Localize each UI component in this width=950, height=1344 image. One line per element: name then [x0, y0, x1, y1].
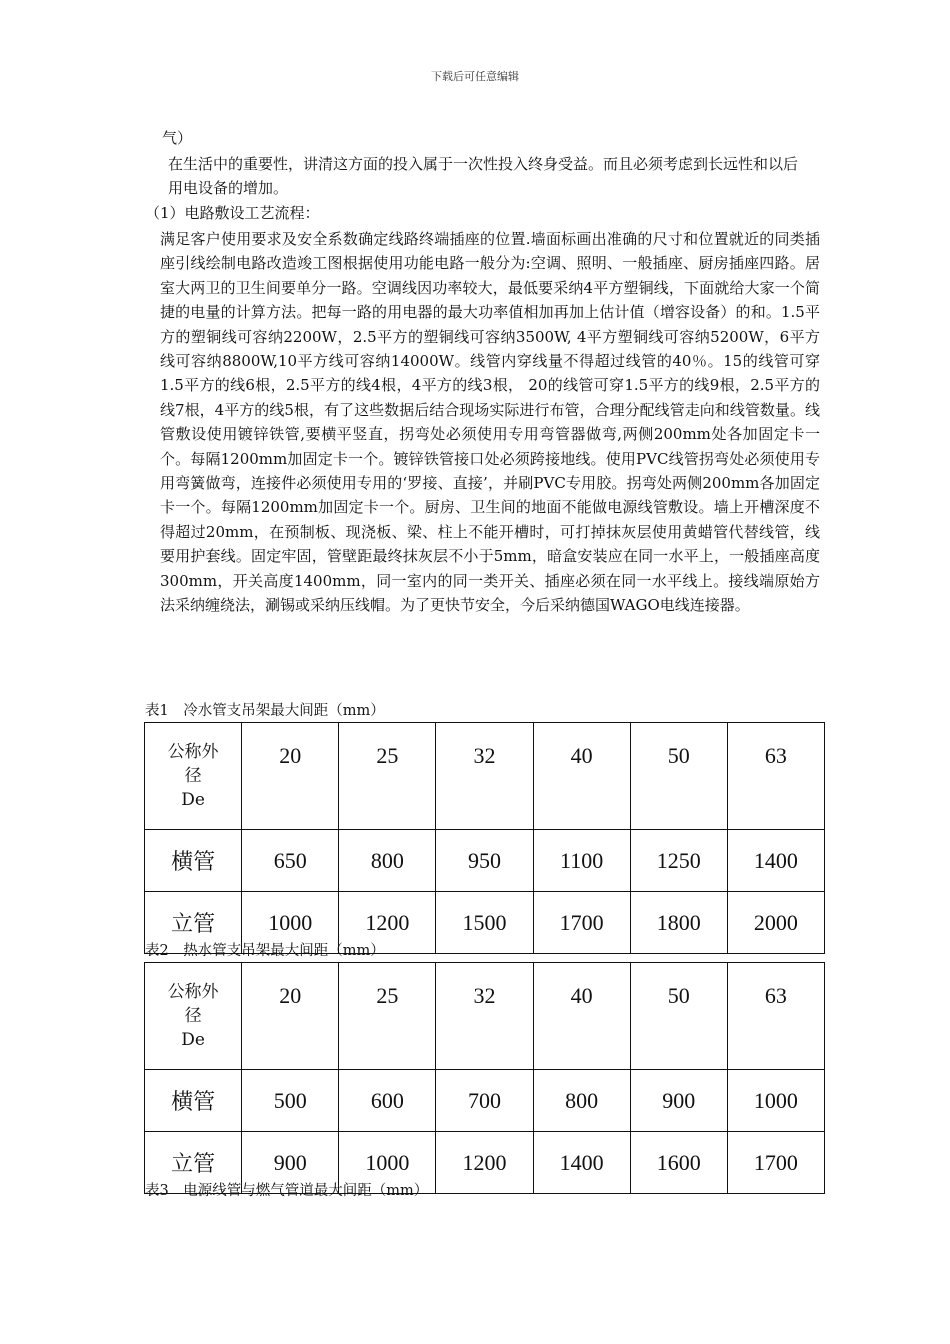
table-cell: 1200	[339, 892, 436, 954]
table-cell: 1400	[533, 1132, 630, 1194]
text-fragment: 气）	[162, 129, 193, 147]
table-cell: 900	[630, 1070, 727, 1132]
diameter-cell: 25	[339, 963, 436, 1070]
table-cell: 1000	[242, 892, 339, 954]
row-label-horizontal: 横管	[145, 830, 242, 892]
diameter-cell: 63	[727, 963, 824, 1070]
page-header: 下载后可任意编辑	[431, 70, 519, 83]
diameter-cell: 32	[436, 723, 533, 830]
diameter-cell: 20	[242, 723, 339, 830]
table-cell: 1700	[533, 892, 630, 954]
diameter-cell: 63	[727, 723, 824, 830]
table1-caption: 表1 冷水管支吊架最大间距（mm）	[145, 703, 385, 719]
diameter-cell: 20	[242, 963, 339, 1070]
table-cell: 1200	[436, 1132, 533, 1194]
table-cell: 1600	[630, 1132, 727, 1194]
table-cell: 1700	[727, 1132, 824, 1194]
table-row	[145, 723, 825, 830]
header-label-line: De	[181, 790, 205, 810]
table2	[144, 962, 825, 1194]
table-row	[145, 830, 825, 892]
table-row	[145, 1070, 825, 1132]
table-header-label	[145, 963, 242, 1070]
diameter-cell: 50	[630, 723, 727, 830]
table2-caption: 表2 热水管支吊架最大间距（mm）	[145, 943, 385, 959]
row-label-vertical: 立管	[145, 892, 242, 954]
table-cell: 2000	[727, 892, 824, 954]
diameter-cell: 32	[436, 963, 533, 1070]
table-cell: 800	[339, 830, 436, 892]
table-cell: 1500	[436, 892, 533, 954]
table-cell: 900	[242, 1132, 339, 1194]
table-cell: 1800	[630, 892, 727, 954]
diameter-cell: 40	[533, 723, 630, 830]
header-label-line: 径	[184, 766, 202, 786]
table-cell: 950	[436, 830, 533, 892]
table-cell: 650	[242, 830, 339, 892]
diameter-cell: 25	[339, 723, 436, 830]
intro-paragraph: 在生活中的重要性，讲清这方面的投入属于一次性投入终身受益。而且必须考虑到长远性和以后用电设备的增加。	[168, 155, 799, 197]
table1	[144, 722, 825, 954]
table-cell: 800	[533, 1070, 630, 1132]
table-cell: 1000	[339, 1132, 436, 1194]
table-cell: 1250	[630, 830, 727, 892]
header-label-line: 公称外	[167, 742, 219, 762]
table-cell: 700	[436, 1070, 533, 1132]
header-label-line: De	[181, 1030, 205, 1050]
body-paragraph: 满足客户使用要求及安全系数确定线路终端插座的位置.墙面标画出准确的尺寸和位置就近的同类插座引线绘制电路改造竣工图根据使用功能电路一般分为:空调、照明、一般插座、厨房插座四路。居室大两卫的卫生间要单分一路。空调线因功率较大，最低要采纳4平方塑铜线，下面就给大家一个简捷的电量的计算方法。把每一路的用电器的最大功率值相加再加上估计值（增容设备）的和。1.5平方的塑铜线可容纳2200W，2.5平方的塑铜线可容纳3500W, 4平方塑铜线可容纳5200W，6平方线可容纳8800W,10平方线可容纳14000W。线管内穿线量不得超过线管的40％。15的线管可穿1.5平方的线6根，2.5平方的线4根，4平方的线3根， 20的线管可穿1.5平方的线9根，2.5平方的线7根，4平方的线5根，有了这些数据后结合现场实际进行布管，合理分配线管走向和线管数量。线管敷设使用镀锌铁管,要横平竖直，拐弯处必须使用专用弯管器做弯,两侧200mm处各加固定卡一个。每隔1200mm加固定卡一个。镀锌铁管接口处必须跨接地线。使用PVC线管拐弯处必须使用专用弯簧做弯，连接件必须使用专用的‘罗接、直接’，并刷PVC专用胶。拐弯处两侧200mm各加固定卡一个。每隔1200mm加固定卡一个。厨房、卫生间的地面不能做电源线管敷设。墙上开槽深度不得超过20mm，在预制板、现浇板、梁、柱上不能开槽时，可打掉抹灰层使用黄蜡管代替线管，线要用护套线。固定牢固，管壁距最终抹灰层不小于5mm，暗盒安装应在同一水平上，一般插座高度300mm，开关高度1400mm，同一室内的同一类开关、插座必须在同一水平线上。接线端原始方法采纳缠绕法，涮锡或采纳压线帽。为了更快节安全，今后采纳德国WAGO电线连接器。	[160, 230, 820, 615]
table-cell: 500	[242, 1070, 339, 1132]
table-header-label	[145, 723, 242, 830]
table-cell: 600	[339, 1070, 436, 1132]
header-label-line: 径	[184, 1006, 202, 1026]
table-cell: 1100	[533, 830, 630, 892]
section-title: （1）电路敷设工艺流程：	[145, 204, 320, 222]
table-cell: 1000	[727, 1070, 824, 1132]
header-label-line: 公称外	[167, 982, 219, 1002]
table-row	[145, 963, 825, 1070]
row-label-horizontal: 横管	[145, 1070, 242, 1132]
table-cell: 1400	[727, 830, 824, 892]
row-label-vertical: 立管	[145, 1132, 242, 1194]
table3-caption: 表3 电源线管与燃气管道最大间距（mm）	[145, 1183, 429, 1199]
diameter-cell: 40	[533, 963, 630, 1070]
diameter-cell: 50	[630, 963, 727, 1070]
